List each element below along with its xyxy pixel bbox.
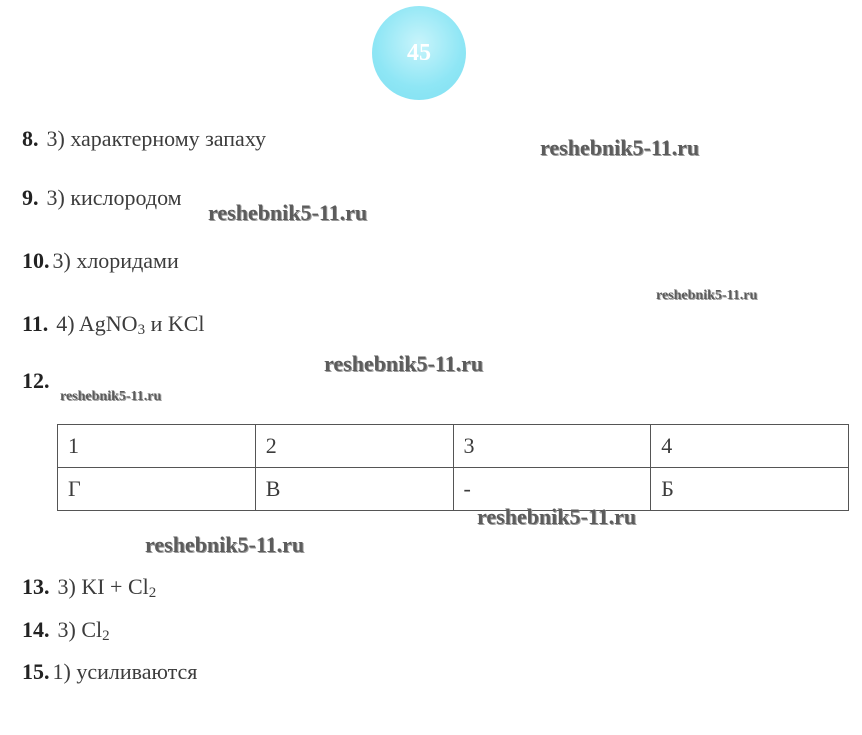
table-row (58, 468, 849, 511)
answer-number: 12. (22, 368, 50, 393)
watermark: reshebnik5-11.ru (208, 200, 368, 225)
watermark: reshebnik5-11.ru (324, 351, 484, 376)
answer-number: 10. (22, 248, 50, 273)
answer-number: 11. (22, 311, 49, 336)
table-cell: Г (58, 468, 256, 511)
answer-12 (22, 368, 50, 394)
answer-number: 13. (22, 574, 50, 599)
matching-table (57, 424, 849, 511)
answer-14 (22, 617, 110, 643)
watermark: reshebnik5-11.ru (656, 288, 758, 303)
page-number-badge (372, 6, 466, 100)
table-cell: 4 (651, 425, 849, 468)
answer-text: 4) AgNO$_3$ и KCl (56, 311, 205, 338)
table-cell: Б (651, 468, 849, 511)
answer-text: 3) хлоридами (52, 248, 179, 273)
watermark: reshebnik5-11.ru (60, 389, 162, 404)
table-cell: 3 (453, 425, 651, 468)
answer-number: 9. (22, 185, 39, 210)
answer-text: 3) кислородом (46, 185, 182, 210)
answer-text: 3) характерному запаху (46, 126, 266, 151)
answer-13 (22, 574, 156, 600)
table-cell: 1 (58, 425, 256, 468)
answer-number: 15. (22, 659, 50, 684)
page-number: 45 (407, 39, 431, 66)
table-cell: 2 (255, 425, 453, 468)
table-cell: В (255, 468, 453, 511)
answer-11 (22, 311, 205, 337)
answer-text: 3) $Cl_2$ (57, 617, 110, 644)
table-cell: - (453, 468, 651, 511)
answer-number: 14. (22, 617, 50, 642)
watermark: reshebnik5-11.ru (540, 135, 700, 160)
watermark: reshebnik5-11.ru (145, 532, 305, 557)
table-header-row (58, 425, 849, 468)
watermark: reshebnik5-11.ru (477, 504, 637, 529)
answer-text: 3) KI + $Cl_2$ (57, 574, 157, 601)
answer-8 (22, 126, 266, 152)
answer-number: 8. (22, 126, 39, 151)
answer-9 (22, 185, 182, 211)
answer-10 (22, 248, 179, 274)
answer-text: 1) усиливаются (52, 659, 198, 684)
answer-15 (22, 659, 197, 685)
